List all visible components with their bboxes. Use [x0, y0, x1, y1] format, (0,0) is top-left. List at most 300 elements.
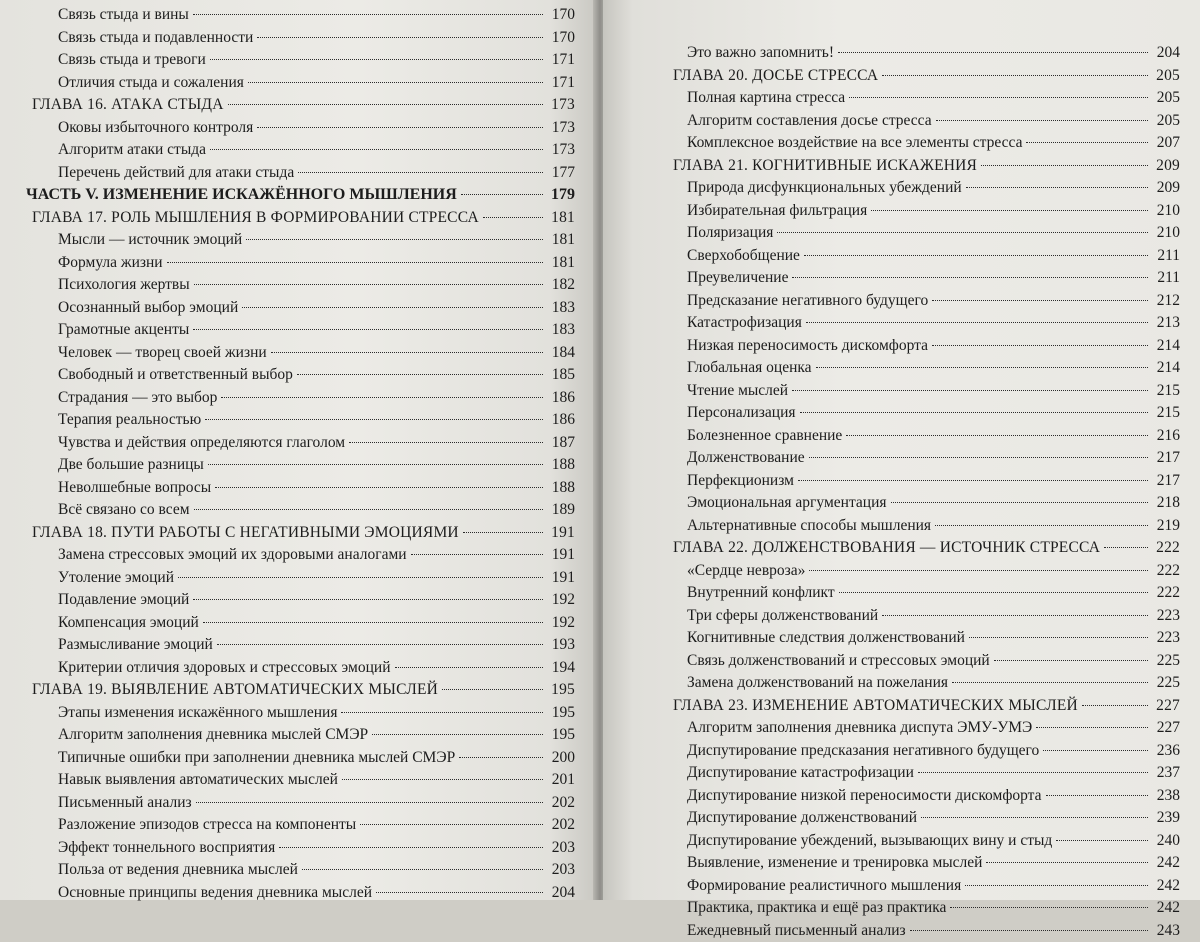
toc-page-number: 222	[1152, 560, 1180, 583]
toc-page-number: 243	[1152, 920, 1180, 942]
dot-leader	[217, 643, 543, 645]
toc-entry	[603, 312, 1200, 335]
dot-leader	[969, 636, 1148, 638]
dot-leader	[257, 36, 543, 38]
dot-leader	[1036, 726, 1148, 728]
toc-entry	[0, 747, 597, 770]
toc-entry	[0, 567, 597, 590]
toc-entry-title: Практика, практика и ещё раз практика	[687, 897, 946, 920]
toc-page-number: 223	[1152, 605, 1180, 628]
toc-page-number: 181	[547, 229, 575, 252]
dot-leader	[194, 283, 543, 285]
toc-page-number: 242	[1152, 875, 1180, 898]
toc-entry	[603, 402, 1200, 425]
toc-chapter-entry	[0, 207, 597, 230]
toc-page-number: 203	[547, 837, 575, 860]
toc-entry	[603, 672, 1200, 695]
toc-entry	[603, 290, 1200, 313]
toc-entry	[0, 162, 597, 185]
dot-leader	[210, 148, 543, 150]
toc-entry	[603, 380, 1200, 403]
toc-entry	[603, 807, 1200, 830]
dot-leader	[804, 254, 1148, 256]
toc-entry-title: Формула жизни	[58, 252, 163, 275]
dot-leader	[816, 366, 1148, 368]
dot-leader	[777, 231, 1148, 233]
toc-page-number: 215	[1152, 402, 1180, 425]
toc-entry	[0, 4, 597, 27]
dot-leader	[442, 688, 543, 690]
dot-leader	[1104, 546, 1148, 548]
toc-entry-title: Ежедневный письменный анализ	[687, 920, 906, 942]
toc-entry	[603, 200, 1200, 223]
toc-page-number: 212	[1152, 290, 1180, 313]
dot-leader	[395, 666, 543, 668]
toc-page-number: 203	[547, 859, 575, 882]
toc-entry	[0, 724, 597, 747]
dot-leader	[257, 126, 543, 128]
dot-leader	[242, 306, 543, 308]
toc-entry-title: ГЛАВА 18. ПУТИ РАБОТЫ С НЕГАТИВНЫМИ ЭМОЦИЯМИ	[32, 522, 459, 545]
toc-entry	[603, 830, 1200, 853]
toc-entry-title: Страдания — это выбор	[58, 387, 217, 410]
toc-page-number: 242	[1152, 852, 1180, 875]
toc-page-number: 184	[547, 342, 575, 365]
toc-entry-title: Осознанный выбор эмоций	[58, 297, 238, 320]
toc-entry	[603, 560, 1200, 583]
dot-leader	[210, 58, 543, 60]
dot-leader	[411, 553, 543, 555]
toc-page-number: 192	[547, 589, 575, 612]
toc-page-number: 195	[547, 679, 575, 702]
toc-entry	[0, 319, 597, 342]
toc-entry	[603, 222, 1200, 245]
toc-page-number: 225	[1152, 672, 1180, 695]
dot-leader	[372, 733, 543, 735]
toc-entry-title: Оковы избыточного контроля	[58, 117, 253, 140]
dot-leader	[918, 771, 1148, 773]
toc-page-number: 205	[1152, 87, 1180, 110]
toc-page-number: 209	[1152, 155, 1180, 178]
toc-entry-title: Связь стыда и тревоги	[58, 49, 206, 72]
toc-entry-title: ГЛАВА 21. КОГНИТИВНЫЕ ИСКАЖЕНИЯ	[673, 155, 977, 178]
toc-entry-title: Полная картина стресса	[687, 87, 845, 110]
dot-leader	[849, 96, 1148, 98]
toc-entry-title: Когнитивные следствия долженствований	[687, 627, 965, 650]
toc-entry	[603, 245, 1200, 268]
toc-page-number: 223	[1152, 627, 1180, 650]
toc-entry-title: Выявление, изменение и тренировка мыслей	[687, 852, 982, 875]
dot-leader	[459, 756, 543, 758]
dot-leader	[839, 591, 1148, 593]
dot-leader	[910, 929, 1148, 931]
dot-leader	[966, 186, 1148, 188]
left-page	[0, 0, 597, 900]
toc-entry-title: Поляризация	[687, 222, 773, 245]
toc-entry	[0, 364, 597, 387]
toc-entry	[603, 582, 1200, 605]
toc-entry-title: Психология жертвы	[58, 274, 190, 297]
toc-entry-title: Алгоритм атаки стыда	[58, 139, 206, 162]
toc-page-number: 185	[547, 364, 575, 387]
toc-entry-title: Избирательная фильтрация	[687, 200, 867, 223]
toc-page-number: 202	[547, 792, 575, 815]
toc-page-number: 238	[1152, 785, 1180, 808]
toc-entry	[0, 837, 597, 860]
dot-leader	[483, 216, 543, 218]
toc-chapter-entry	[603, 65, 1200, 88]
toc-entry-title: Связь стыда и подавленности	[58, 27, 253, 50]
toc-page-number: 173	[547, 94, 575, 117]
toc-page-number: 225	[1152, 650, 1180, 673]
toc-page-number: 227	[1152, 717, 1180, 740]
toc-page-number: 191	[547, 544, 575, 567]
toc-page-number: 210	[1152, 222, 1180, 245]
toc-page-number: 222	[1152, 537, 1180, 560]
toc-entry	[0, 252, 597, 275]
toc-entry-title: Польза от ведения дневника мыслей	[58, 859, 298, 882]
toc-page-number: 216	[1152, 425, 1180, 448]
dot-leader	[194, 508, 543, 510]
toc-entry	[0, 882, 597, 905]
dot-leader	[891, 501, 1148, 503]
toc-entry	[0, 297, 597, 320]
toc-entry-title: Замена долженствований на пожелания	[687, 672, 948, 695]
toc-entry-title: Грамотные акценты	[58, 319, 189, 342]
dot-leader	[792, 276, 1148, 278]
toc-page-number: 240	[1152, 830, 1180, 853]
dot-leader	[936, 119, 1148, 121]
toc-entry-title: Подавление эмоций	[58, 589, 189, 612]
dot-leader	[349, 441, 543, 443]
dot-leader	[809, 569, 1148, 571]
toc-entry-title: ГЛАВА 20. ДОСЬЕ СТРЕССА	[673, 65, 878, 88]
toc-page-number: 171	[547, 72, 575, 95]
dot-leader	[196, 801, 543, 803]
toc-entry-title: Типичные ошибки при заполнении дневника мыслей СМЭР	[58, 747, 455, 770]
toc-entry	[0, 27, 597, 50]
toc-entry	[603, 470, 1200, 493]
toc-entry-title: Человек — творец своей жизни	[58, 342, 267, 365]
toc-entry-title: Связь долженствований и стрессовых эмоций	[687, 650, 990, 673]
toc-entry-title: ГЛАВА 17. РОЛЬ МЫШЛЕНИЯ В ФОРМИРОВАНИИ СТРЕССА	[32, 207, 479, 230]
toc-entry	[603, 492, 1200, 515]
dot-leader	[178, 576, 543, 578]
toc-entry-title: ЧАСТЬ V. ИЗМЕНЕНИЕ ИСКАЖЁННОГО МЫШЛЕНИЯ	[26, 184, 457, 207]
toc-entry	[0, 454, 597, 477]
toc-page-number: 194	[547, 657, 575, 680]
toc-chapter-entry	[603, 537, 1200, 560]
toc-page-number: 213	[1152, 312, 1180, 335]
toc-entry	[603, 852, 1200, 875]
dot-leader	[215, 486, 543, 488]
toc-entry	[603, 650, 1200, 673]
dot-leader	[1026, 141, 1148, 143]
toc-entry	[0, 229, 597, 252]
toc-page-number: 210	[1152, 200, 1180, 223]
toc-page-number: 191	[547, 567, 575, 590]
toc-entry	[603, 515, 1200, 538]
toc-entry	[0, 432, 597, 455]
toc-entry	[0, 702, 597, 725]
toc-entry	[0, 274, 597, 297]
toc-page-number: 186	[547, 409, 575, 432]
toc-entry	[603, 42, 1200, 65]
toc-page-number: 202	[547, 814, 575, 837]
toc-page-number: 189	[547, 499, 575, 522]
toc-page-number: 237	[1152, 762, 1180, 785]
dot-leader	[302, 868, 543, 870]
toc-entry-title: Сверхобобщение	[687, 245, 800, 268]
dot-leader	[935, 524, 1148, 526]
dot-leader	[342, 778, 543, 780]
toc-page-number: 192	[547, 612, 575, 635]
toc-entry	[603, 447, 1200, 470]
toc-page-number: 191	[547, 522, 575, 545]
toc-page-number: 183	[547, 297, 575, 320]
toc-entry	[603, 177, 1200, 200]
toc-entry-title: Глобальная оценка	[687, 357, 812, 380]
toc-chapter-entry	[0, 94, 597, 117]
toc-page-number: 179	[547, 184, 575, 207]
toc-entry-title: ГЛАВА 23. ИЗМЕНЕНИЕ АВТОМАТИЧЕСКИХ МЫСЛЕЙ	[673, 695, 1078, 718]
toc-page-number: 182	[547, 274, 575, 297]
toc-entry	[603, 335, 1200, 358]
toc-entry	[603, 875, 1200, 898]
toc-entry	[0, 477, 597, 500]
toc-entry-title: Терапия реальностью	[58, 409, 201, 432]
toc-list-right	[603, 42, 1200, 942]
dot-leader	[298, 171, 543, 173]
toc-page-number: 200	[547, 747, 575, 770]
toc-page-number: 236	[1152, 740, 1180, 763]
toc-entry-title: Две большие разницы	[58, 454, 204, 477]
dot-leader	[279, 846, 543, 848]
toc-page-number: 218	[1152, 492, 1180, 515]
toc-chapter-entry	[603, 695, 1200, 718]
toc-entry-title: ГЛАВА 19. ВЫЯВЛЕНИЕ АВТОМАТИЧЕСКИХ МЫСЛЕЙ	[32, 679, 438, 702]
toc-entry-title: Диспутирование долженствований	[687, 807, 917, 830]
toc-page-number: 217	[1152, 447, 1180, 470]
toc-page-number: 170	[547, 27, 575, 50]
dot-leader	[1082, 704, 1148, 706]
dot-leader	[871, 209, 1148, 211]
dot-leader	[376, 891, 543, 893]
toc-page-number: 211	[1152, 267, 1180, 290]
dot-leader	[248, 81, 543, 83]
toc-page-number: 187	[547, 432, 575, 455]
dot-leader	[461, 193, 543, 195]
dot-leader	[882, 74, 1148, 76]
toc-chapter-entry	[0, 522, 597, 545]
right-page	[603, 0, 1200, 900]
dot-leader	[203, 621, 543, 623]
toc-entry	[0, 387, 597, 410]
toc-entry	[603, 605, 1200, 628]
toc-entry-title: Персонализация	[687, 402, 796, 425]
dot-leader	[193, 13, 543, 15]
toc-entry-title: Болезненное сравнение	[687, 425, 842, 448]
dot-leader	[208, 463, 543, 465]
toc-entry	[0, 49, 597, 72]
dot-leader	[193, 598, 543, 600]
dot-leader	[463, 531, 543, 533]
toc-page-number: 204	[547, 882, 575, 905]
dot-leader	[167, 261, 543, 263]
dot-leader	[838, 51, 1148, 53]
toc-entry	[603, 627, 1200, 650]
toc-entry-title: Свободный и ответственный выбор	[58, 364, 293, 387]
toc-entry-title: Эмоциональная аргументация	[687, 492, 887, 515]
toc-entry-title: Формирование реалистичного мышления	[687, 875, 961, 898]
toc-entry	[603, 740, 1200, 763]
toc-entry-title: Размысливание эмоций	[58, 634, 213, 657]
toc-entry-title: Основные принципы ведения дневника мыслей	[58, 882, 372, 905]
toc-entry-title: Перечень действий для атаки стыда	[58, 162, 294, 185]
dot-leader	[297, 373, 543, 375]
dot-leader	[271, 351, 543, 353]
toc-entry-title: Три сферы долженствований	[687, 605, 878, 628]
toc-page-number: 211	[1152, 245, 1180, 268]
toc-entry	[0, 769, 597, 792]
toc-entry-title: Алгоритм составления досье стресса	[687, 110, 932, 133]
toc-entry	[0, 117, 597, 140]
toc-entry-title: Альтернативные способы мышления	[687, 515, 931, 538]
toc-page-number: 195	[547, 702, 575, 725]
toc-entry-title: Письменный анализ	[58, 792, 192, 815]
toc-page-number: 205	[1152, 110, 1180, 133]
toc-page-number: 222	[1152, 582, 1180, 605]
dot-leader	[1056, 839, 1148, 841]
toc-entry-title: Низкая переносимость дискомфорта	[687, 335, 928, 358]
toc-page-number: 215	[1152, 380, 1180, 403]
dot-leader	[193, 328, 543, 330]
toc-entry-title: Чтение мыслей	[687, 380, 788, 403]
dot-leader	[921, 816, 1148, 818]
dot-leader	[965, 884, 1148, 886]
toc-entry	[603, 267, 1200, 290]
toc-entry-title: Отличия стыда и сожаления	[58, 72, 244, 95]
toc-entry-title: Связь стыда и вины	[58, 4, 189, 27]
toc-page-number: 181	[547, 207, 575, 230]
dot-leader	[800, 411, 1148, 413]
toc-part-entry	[0, 184, 597, 207]
toc-entry	[603, 717, 1200, 740]
toc-page-number: 201	[547, 769, 575, 792]
dot-leader	[360, 823, 543, 825]
toc-entry	[603, 110, 1200, 133]
toc-chapter-entry	[0, 679, 597, 702]
toc-page-number: 186	[547, 387, 575, 410]
toc-entry-title: Диспутирование предсказания негативного будущего	[687, 740, 1039, 763]
toc-page-number: 219	[1152, 515, 1180, 538]
toc-page-number: 183	[547, 319, 575, 342]
dot-leader	[986, 861, 1148, 863]
toc-page-number: 207	[1152, 132, 1180, 155]
dot-leader	[341, 711, 543, 713]
toc-entry-title: Это важно запомнить!	[687, 42, 834, 65]
toc-entry-title: Разложение эпизодов стресса на компоненты	[58, 814, 356, 837]
dot-leader	[806, 321, 1148, 323]
toc-page-number: 173	[547, 139, 575, 162]
toc-page-number: 242	[1152, 897, 1180, 920]
toc-entry-title: Катастрофизация	[687, 312, 802, 335]
toc-chapter-entry	[603, 155, 1200, 178]
toc-entry	[0, 139, 597, 162]
toc-entry	[0, 589, 597, 612]
toc-entry	[603, 920, 1200, 942]
toc-page-number: 171	[547, 49, 575, 72]
toc-entry-title: Перфекционизм	[687, 470, 794, 493]
toc-page-number: 205	[1152, 65, 1180, 88]
dot-leader	[932, 299, 1148, 301]
dot-leader	[882, 614, 1148, 616]
toc-page-number: 227	[1152, 695, 1180, 718]
toc-page-number: 188	[547, 454, 575, 477]
toc-entry	[603, 897, 1200, 920]
toc-entry	[0, 859, 597, 882]
toc-entry-title: Преувеличение	[687, 267, 788, 290]
toc-entry	[0, 612, 597, 635]
toc-page-number: 188	[547, 477, 575, 500]
toc-page-number: 239	[1152, 807, 1180, 830]
toc-page-number: 181	[547, 252, 575, 275]
toc-entry	[0, 634, 597, 657]
dot-leader	[205, 418, 543, 420]
toc-entry	[0, 499, 597, 522]
dot-leader	[994, 659, 1148, 661]
dot-leader	[246, 238, 543, 240]
toc-entry	[0, 814, 597, 837]
dot-leader	[221, 396, 543, 398]
toc-page-number: 204	[1152, 42, 1180, 65]
toc-entry-title: Всё связано со всем	[58, 499, 190, 522]
toc-entry-title: Критерии отличия здоровых и стрессовых эмоций	[58, 657, 391, 680]
dot-leader	[228, 103, 543, 105]
toc-entry-title: ГЛАВА 16. АТАКА СТЫДА	[32, 94, 224, 117]
toc-entry-title: Мысли — источник эмоций	[58, 229, 242, 252]
toc-entry-title: Замена стрессовых эмоций их здоровыми аналогами	[58, 544, 407, 567]
dot-leader	[1046, 794, 1148, 796]
toc-list-left	[0, 4, 597, 904]
toc-entry-title: Диспутирование низкой переносимости дискомфорта	[687, 785, 1042, 808]
toc-entry-title: Компенсация эмоций	[58, 612, 199, 635]
toc-entry-title: Диспутирование катастрофизации	[687, 762, 914, 785]
dot-leader	[792, 389, 1148, 391]
toc-entry	[0, 72, 597, 95]
dot-leader	[846, 434, 1148, 436]
toc-entry-title: ГЛАВА 22. ДОЛЖЕНСТВОВАНИЯ — ИСТОЧНИК СТРЕССА	[673, 537, 1100, 560]
toc-entry	[603, 132, 1200, 155]
toc-entry-title: Навык выявления автоматических мыслей	[58, 769, 338, 792]
toc-entry	[0, 342, 597, 365]
dot-leader	[809, 456, 1148, 458]
toc-entry-title: Алгоритм заполнения дневника мыслей СМЭР	[58, 724, 368, 747]
toc-entry	[0, 792, 597, 815]
toc-entry	[603, 762, 1200, 785]
toc-entry-title: «Сердце невроза»	[687, 560, 805, 583]
toc-page-number: 217	[1152, 470, 1180, 493]
dot-leader	[952, 681, 1148, 683]
toc-page-number: 195	[547, 724, 575, 747]
dot-leader	[932, 344, 1148, 346]
toc-entry-title: Внутренний конфликт	[687, 582, 835, 605]
toc-page-number: 177	[547, 162, 575, 185]
toc-page-number: 193	[547, 634, 575, 657]
toc-page-number: 209	[1152, 177, 1180, 200]
toc-entry-title: Неволшебные вопросы	[58, 477, 211, 500]
toc-entry-title: Алгоритм заполнения дневника диспута ЭМУ-УМЭ	[687, 717, 1032, 740]
